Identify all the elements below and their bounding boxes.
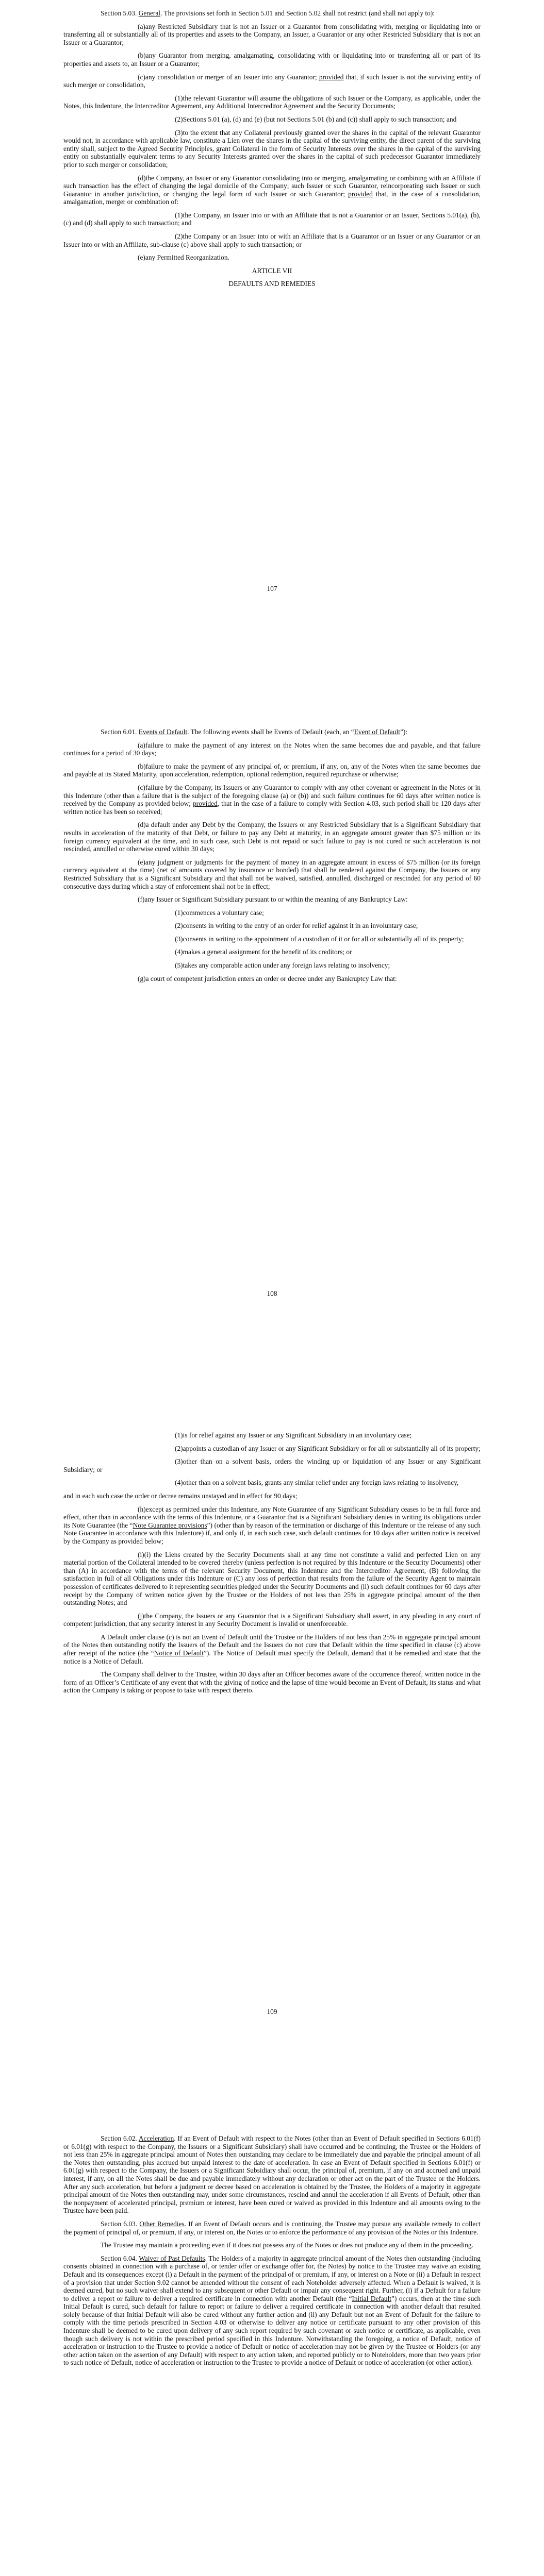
paragraph-text: any Permitted Reorganization. [145, 253, 229, 262]
paragraph-text: any Guarantor from merging, amalgamating, consolidating with or liquidating into or transferring all or part of its properties and assets to, an Issuer or a Guarantor; [63, 52, 481, 67]
paragraph [63, 232, 481, 248]
paragraph [63, 1612, 481, 1628]
document-page [0, 719, 544, 988]
paragraph-text: the Company, an Issuer into or with an Affiliate that is not a Guarantor or an Issuer, Sections 5.01(a), (b), (c) and (d) shall apply to such transaction; and [63, 211, 481, 227]
clause-number: (1) [175, 1431, 183, 1439]
paragraph-text: ”): [400, 728, 408, 736]
paragraph-text: the Company, an Issuer or any Guarantor consolidating into or merging, amalgamating or combining with an Affiliate if such transaction has the effect of changing the legal domicile of the Company; such Issuer or such Guarantor, reincorporating such Issuer or such Guarantor in another jurisdiction, or changing the legal form of such Issuer or such Guarantor; [63, 174, 481, 198]
clause-number: (3) [175, 128, 183, 137]
paragraph [63, 961, 481, 970]
paragraph-text: Section 6.02. [101, 2134, 139, 2142]
paragraph-text: any consolidation or merger of an Issuer into any Guarantor; [145, 73, 319, 81]
paragraph-text: consents in writing to the appointment of a custodian of it or for all or substantially all of its property; [183, 935, 464, 943]
page-number: 107 [267, 585, 277, 592]
clause-number: (d) [138, 821, 146, 829]
clause-number: (e) [138, 858, 145, 866]
clause-number: (2) [175, 1444, 183, 1452]
paragraph-text: . If an Event of Default occurs and is continuing, the Trustee may pursue any available remedy to collect the payment of principal of, or premium, if any, or interest on, the Notes or to enforce the performance of any provision of the Notes or this Indenture. [63, 2219, 481, 2236]
paragraph [63, 741, 481, 757]
paragraph-text: a default under any Debt by the Company, the Issuers or any Restricted Subsidiary that is a Significant Subsidiary that results in acceleration of the maturity of that Debt, or failure to pay any Debt at maturity, in an aggregate amount greater than $75 million or its foreign currency equivalent at the time, and in such case, such Debt is not repaid or such failure to pay is not cured or such acceleration is not rescinded, annulled or otherwise cured within 30 days; [63, 821, 481, 853]
paragraph [63, 129, 481, 169]
paragraph-text: failure to make the payment of any interest on the Notes when the same becomes due and payable, and that failure continues for a period of 30 days; [63, 741, 481, 757]
clause-number: (2) [175, 232, 183, 241]
clause-number: (h) [138, 1505, 146, 1513]
paragraph [63, 115, 481, 124]
defined-term: Other Remedies [139, 2219, 185, 2228]
paragraph-text: any judgment or judgments for the payment of money in an aggregate amount in excess of $75 million (or its foreign currency equivalent at the time) (net of amounts covered by insurance or bonded) that shall be rendered against the Company, the Issuers or any Restricted Subsidiary that is a Significant Subsidiary and that shall not be waived, satisfied, annulled, discharged or rescinded for any period of 60 consecutive days during which a stay of enforcement shall not be in effect; [63, 858, 481, 890]
paragraph-text: . The following events shall be Events of Default (each, an “ [187, 728, 354, 736]
paragraph-text: the Company or an Issuer into or with an Affiliate that is a Guarantor or an Issuer or any Guarantor or an Issuer into or with an Affiliate, sub-clause (c) above shall apply to such transaction; or [63, 232, 481, 248]
paragraph [63, 9, 481, 18]
paragraph [63, 1431, 481, 1439]
paragraph-text: The Trustee may maintain a proceeding even if it does not possess any of the Notes or does not produce any of them in the proceeding. [101, 2241, 473, 2249]
paragraph-text: that, if such Issuer is not the surviving entity of such merger or consolidation, [63, 73, 481, 89]
paragraph [63, 922, 481, 930]
paragraph [63, 1633, 481, 1665]
clause-number: (1) [175, 908, 183, 917]
paragraph [63, 895, 481, 904]
paragraph [63, 1492, 481, 1500]
paragraph-text: and in each such case the order or decree remains unstayed and in effect for 90 days; [63, 1492, 298, 1500]
paragraph-text: The Company shall deliver to the Trustee, within 30 days after an Officer becomes aware of the occurrence thereof, written notice in the form of an Officer’s Certificate of any event that with the giving of notice and the lapse of time would become an Event of Default, its status and what action the Company is taking or propose to take with respect thereto. [63, 1670, 481, 1694]
clause-number: (d) [138, 174, 146, 182]
clause-number: (b) [138, 52, 146, 60]
defined-term: provided [348, 190, 373, 198]
paragraph-text: appoints a custodian of any Issuer or any Significant Subsidiary or for all or substantially all of its property; [183, 1444, 481, 1452]
paragraph-text: other than on a solvent basis, orders the winding up or liquidation of any Issuer or any Significant Subsidiary; or [63, 1458, 481, 1473]
clause-number: (4) [175, 1479, 183, 1487]
defined-term: Acceleration [138, 2134, 174, 2142]
paragraph [63, 2241, 481, 2249]
paragraph [63, 2134, 481, 2215]
paragraph-text: Section 6.01. [101, 728, 139, 736]
paragraph-text: makes a general assignment for the benefit of its creditors; or [183, 948, 352, 956]
page-number: 108 [267, 1290, 277, 1297]
paragraph [63, 253, 481, 262]
paragraph-text: consents in writing to the entry of an order for relief against it in an involuntary case; [183, 922, 418, 930]
paragraph [63, 211, 481, 227]
clause-number: (2) [175, 922, 183, 930]
paragraph-text: ”) occurs, then at the time such Initial Default is cured, such default for failure to report or failure to deliver a required certificate in connection with another default that resulted solely because of that Initial Default will also be cured without any further action and (ii) any Default but not an Event of Default for the failure to comply with the time periods prescribed in Section 4.03 or otherwise to deliver any notice or certificate pursuant to any other provision of this Indenture shall be deemed to be cured upon delivery of any such report required by such covenant or such notice or certificate, as applicable, even though such delivery is not within the prescribed period specified in this Indenture. Notwithstanding the foregoing, a notice of Default, notice of acceleration or instruction to the Trustee to provide a notice of Default or notice of acceleration may not be given by the Trustee or Holders (or any other action taken on the assertion of any Default) with respect to any action taken, and reported publicly or to Noteholders, more than two years prior to such notice of Default, notice of acceleration or instruction to the Trustee to provide a notice of Default or notice of acceleration (or other action). [63, 2294, 481, 2367]
defined-term: Waiver of Past Defaults [139, 2254, 205, 2262]
defined-term: Note Guarantee provisions [133, 1521, 207, 1529]
clause-number: (e) [138, 253, 145, 262]
paragraph-text: the Company, the Issuers or any Guarantor that is a Significant Subsidiary shall assert, in any pleading in any court of competent jurisdiction, that any security interest in any Security Document is invalid or unenforceable. [63, 1612, 481, 1628]
paragraph [63, 1458, 481, 1473]
paragraph [63, 1479, 481, 1487]
clause-number: (c) [138, 73, 145, 81]
paragraph [63, 821, 481, 853]
clause-number: (2) [175, 115, 183, 123]
paragraph [63, 909, 481, 917]
paragraph [63, 935, 481, 943]
document-page [0, 1422, 544, 1700]
paragraph-text: any Issuer or Significant Subsidiary pursuant to or within the meaning of any Bankruptcy Law: [144, 895, 408, 904]
defined-term: provided [319, 73, 344, 81]
paragraph [63, 948, 481, 956]
paragraph-text: other than on a solvent basis, grants any similar relief under any foreign laws relating to insolvency, [183, 1479, 459, 1487]
paragraph-text: failure by the Company, its Issuers or any Guarantor to comply with any other covenant or agreement in the Notes or in this Indenture (other than a failure that is the subject of the foregoing clause (a) or (b)) and such failure continues for 60 days after written notice is received by the Company as provided below; [63, 783, 481, 808]
defined-term: Notice of Default [154, 1649, 204, 1657]
paragraph [63, 73, 481, 89]
page-number: 109 [267, 2008, 277, 2015]
clause-number: (f) [138, 895, 145, 904]
paragraph-text: any Restricted Subsidiary that is not an Issuer or a Guarantor from consolidating with, merging or liquidating into or transferring all or substantially all of its properties and assets to the Company, an Issuer, a Guarantor or any other Restricted Subsidiary that is not an Issuer or a Guarantor; [63, 22, 481, 46]
clause-number: (g) [138, 974, 146, 982]
paragraph-text: except as permitted under this Indenture, any Note Guarantee of any Significant Subsidiary ceases to be in full force and effect, other than in accordance with the terms of this Indenture, or a Guarantor that is a Significant Subsidiary denies in writing its obligations under its Note Guarantee (the “ [63, 1505, 481, 1529]
paragraph [63, 1505, 481, 1546]
paragraph-text: is for relief against any Issuer or any Significant Subsidiary in an involuntary case; [183, 1431, 412, 1439]
clause-number: (3) [175, 935, 183, 943]
article-heading: ARTICLE VII [252, 266, 292, 275]
paragraph-text: (i) the Liens created by the Security Documents shall at any time not constitute a valid and perfected Lien on any material portion of the Collateral intended to be covered thereby (unless perfection is not required by this Indenture or the Security Documents) other than (A) in accordance with the terms of the relevant Security Document, this Indenture and the Intercreditor Agreement, (B) following the satisfaction in full of all Obligations under this Indenture or (C) any loss of perfection that results from the failure of the Security Agent to maintain possession of certificates delivered to it representing securities pledged under the Security Documents and (ii) such default continues for 60 days after receipt by the Company of written notice given by the Trustee or the Holders of not less than 25% in aggregate principal amount of the then outstanding Notes; and [63, 1550, 481, 1607]
clause-number: (1) [175, 211, 183, 219]
clause-number: (5) [175, 961, 183, 970]
defined-term: provided [193, 800, 218, 808]
clause-number: (4) [175, 948, 183, 956]
paragraph-text: ”). The Notice of Default must specify the Default, demand that it be remedied and state that the notice is a Notice of Default. [63, 1649, 481, 1665]
document-page [0, 0, 544, 293]
paragraph-text: Section 5.03. [101, 9, 137, 17]
paragraph-text: to the extent that any Collateral previously granted over the shares in the capital of the relevant Guarantor would not, in accordance with applicable law, constitute a Lien over the shares in the capital of the surviving entity, the direct parent of the surviving entity shall, subject to the Agreed Security Principles, grant Collateral in the form of Security Interests over the shares in the capital of the surviving entity on substantially equivalent terms to any Security Interests granted over the shares in the capital of such predecessor Guarantor immediately prior to such merger or consolidation; [63, 128, 481, 168]
clause-number: (3) [175, 1458, 183, 1466]
paragraph [63, 1445, 481, 1453]
paragraph [63, 2220, 481, 2236]
paragraph-text: . If an Event of Default with respect to the Notes (other than an Event of Default specified in Sections 6.01(f) or 6.01(g) with respect to the Company, the Issuers or a Significant Subsidiary) shall have occurred and be continuing, the Trustee or the Holders of not less than 25% in aggregate principal amount of Notes then outstanding may declare to be immediately due and payable the principal amount of all the Notes then outstanding, plus accrued but unpaid interest to the date of acceleration. In case an Event of Default specified in Sections 6.01(f) or 6.01(g) with respect to the Company, the Issuers or a Significant Subsidiary shall occur, the principal of, premium, if any on and accrued and unpaid interest, if any, on all the Notes shall be due and payable immediately without any declaration or other act on the part of the Trustee or the Holders. After any such acceleration, but before a judgment or decree based on acceleration is obtained by the Trustee, the Holders of a majority in aggregate principal amount of the Notes then outstanding may, under some circumstances, rescind and annul the acceleration if all Events of Default, other than the nonpayment of accelerated principal, premium or interest, have been cured or waived as provided in this Indenture and all amounts owing to the Trustee have been paid. [63, 2134, 481, 2215]
paragraph-text: commences a voluntary case; [183, 908, 264, 917]
clause-number: (i) [138, 1550, 144, 1558]
defined-term: General [138, 9, 161, 17]
paragraph [63, 174, 481, 206]
article-title: DEFAULTS AND REMEDIES [228, 280, 316, 288]
paragraph-text: . The provisions set forth in Section 5.01 and Section 5.02 shall not restrict (and shall not apply to): [160, 9, 435, 17]
clause-number: (a) [138, 22, 145, 30]
defined-term: Event of Default [354, 728, 400, 736]
clause-number: (c) [138, 783, 145, 791]
document-page [0, 2125, 544, 2372]
paragraph-text: the relevant Guarantor will assume the obligations of such Issuer or the Company, as applicable, under the Notes, this Indenture, the Intercreditor Agreement, any Additional Intercreditor Agreement and the Security Documents; [63, 94, 481, 110]
paragraph-text: , that in the case of a failure to comply with Section 4.03, such period shall be 120 days after written notice has been so received; [63, 800, 481, 816]
paragraph-text: Section 6.04. [101, 2254, 139, 2262]
paragraph-text: Section 6.03. [101, 2219, 140, 2228]
paragraph [63, 1670, 481, 1694]
paragraph [63, 784, 481, 816]
paragraph [63, 2255, 481, 2367]
paragraph [63, 1551, 481, 1607]
paragraph [63, 23, 481, 47]
clause-number: (j) [138, 1612, 144, 1620]
paragraph [63, 975, 481, 983]
defined-term: Initial Default [352, 2294, 392, 2302]
paragraph-text: . The Holders of a majority in aggregate principal amount of the Notes then outstanding (including consents obtained in connection with a purchase of, or tender offer or exchange offer for, the Notes) by notice to the Trustee may waive an existing Default and its consequences except (i) a Default in the payment of the principal of or premium, if any, or interest on a Note or (ii) a Default in respect of a provision that under Section 9.02 cannot be amended without the consent of each Noteholder adversely affected. When a Default is waived, it is deemed cured, but no such waiver shall extend to any subsequent or other Default or impair any consequent right. Further, (i) if a Default for a failure to deliver a report or failure to deliver a required certificate in connection with another Default (the “ [63, 2254, 481, 2302]
clause-number: (b) [138, 762, 146, 770]
paragraph-text: Sections 5.01 (a), (d) and (e) (but not Sections 5.01 (b) and (c)) shall apply to such transaction; and [183, 115, 457, 123]
defined-term: Events of Default [138, 728, 188, 736]
paragraph [63, 728, 481, 736]
paragraph-text: ”) (other than by reason of the termination or discharge of this Indenture or the release of any such Note Guarantee in accordance with this Indenture) if, and only if, in each such case, such default continues for 10 days after written notice is received by the Company as provided below; [63, 1521, 481, 1545]
paragraph-text: takes any comparable action under any foreign laws relating to insolvency; [183, 961, 390, 970]
paragraph [63, 858, 481, 890]
paragraph-text: failure to make the payment of any principal of, or premium, if any, on, any of the Notes when the same becomes due and payable at its Stated Maturity, upon acceleration, redemption, optional redemption, required repurchase or otherwise; [63, 762, 481, 778]
paragraph-text: A Default under clause (c) is not an Event of Default until the Trustee or the Holders of not less than 25% in aggregate principal amount of the Notes then outstanding notify the Issuers of the Default and the Issuers do not cure that Default within the time specified in clause (c) above after receipt of the notice (the “ [63, 1633, 481, 1657]
paragraph-text: a court of competent jurisdiction enters an order or decree under any Bankruptcy Law that: [145, 974, 397, 982]
paragraph [63, 52, 481, 67]
clause-number: (a) [138, 741, 145, 749]
paragraph [63, 762, 481, 778]
clause-number: (1) [175, 94, 183, 102]
paragraph-text: that, in the case of a consolidation, amalgamation, merger or combination of: [63, 190, 481, 206]
paragraph [63, 94, 481, 110]
